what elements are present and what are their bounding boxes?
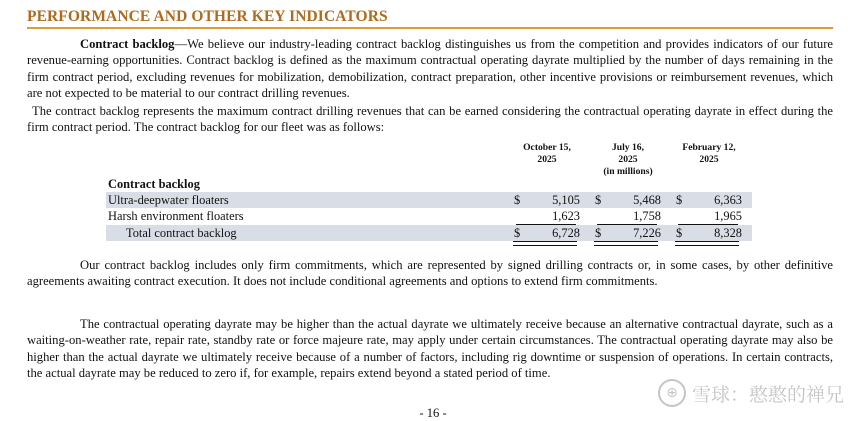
currency-symbol: $: [595, 226, 602, 240]
table-title: Contract backlog: [108, 177, 200, 191]
section-heading: PERFORMANCE AND OTHER KEY INDICATORS: [27, 8, 388, 25]
currency-symbol: $: [676, 226, 683, 240]
table-cell: 5,105: [552, 193, 580, 207]
table-row-harsh-environment: [106, 208, 752, 224]
paragraph-backlog-intro: The contract backlog represents the maximum contract drilling revenues that can be earned considering the contractual operating dayrate in effect during the firm contract period. The contract backlog for our fleet was as follows:: [27, 104, 833, 135]
total-double-underline: [594, 241, 658, 246]
units-label: (in millions): [603, 166, 653, 177]
table-cell: 6,363: [714, 193, 742, 207]
row-label: Ultra-deepwater floaters: [108, 193, 229, 207]
currency-symbol: $: [514, 226, 521, 240]
paragraph-body: —We believe our industry-leading contract backlog distinguishes us from the competition and provides indicators of our future revenue-earning opportunities. Contract backlog is defined as the maximum contractual operating dayrate multiplied by the number of days remaining in the firm contract period, excluding revenues for mobilization, demobilization, contract preparation, other incentive provisions or reimbursement revenues, which are not expected to be material to our contract drilling revenues.: [27, 37, 833, 101]
table-cell: 1,965: [714, 209, 742, 223]
row-label: Harsh environment floaters: [108, 209, 244, 223]
paragraph-lead-term: Contract backlog: [80, 37, 175, 51]
currency-symbol: $: [514, 193, 521, 207]
table-cell: 5,468: [633, 193, 661, 207]
row-label: Total contract backlog: [126, 226, 237, 240]
table-cell: 6,728: [552, 226, 580, 240]
paragraph-contract-backlog-definition: [27, 36, 833, 102]
table-row-ultra-deepwater: [106, 192, 752, 208]
watermark-text: 雪球：憨憨的禅兄: [691, 383, 844, 406]
total-double-underline: [513, 241, 577, 246]
table-cell: 1,623: [552, 209, 580, 223]
watermark-logo-icon: ⊕: [658, 379, 686, 407]
paragraph-firm-commitments: Our contract backlog includes only firm commitments, which are represented by signed drilling contracts or, in some cases, by other definitive agreements awaiting contract execution. It does not include conditional agreements and options to extend firm commitments.: [27, 258, 833, 289]
heading-rule: [27, 27, 833, 29]
table-cell: 7,226: [633, 226, 661, 240]
column-header-feb-2025: February 12, 2025: [682, 142, 736, 165]
table-cell: 1,758: [633, 209, 661, 223]
paragraph-dayrate: The contractual operating dayrate may be higher than the actual dayrate we ultimately receive because an alternative contractual dayrate, such as a waiting-on-weather rate, repair rate, standby rate or force majeure rate, may apply under certain circumstances. The contractual operating dayrate may also be higher than the actual dayrate we ultimately receive because of a number of factors, including rig downtime or suspension of operations. In certain contracts, the actual dayrate may be reduced to zero if, for example, repairs extend beyond a stated period of time.: [27, 317, 833, 381]
column-header-oct-2025: October 15, 2025: [523, 142, 571, 165]
table-cell: 8,328: [714, 226, 742, 240]
page-number: - 16 -: [419, 406, 447, 420]
table-row-total: [106, 225, 752, 241]
currency-symbol: $: [676, 193, 683, 207]
total-double-underline: [675, 241, 739, 246]
watermark: [658, 379, 844, 407]
column-header-jul-2025: July 16, 2025 (in millions): [590, 142, 666, 178]
currency-symbol: $: [595, 193, 602, 207]
